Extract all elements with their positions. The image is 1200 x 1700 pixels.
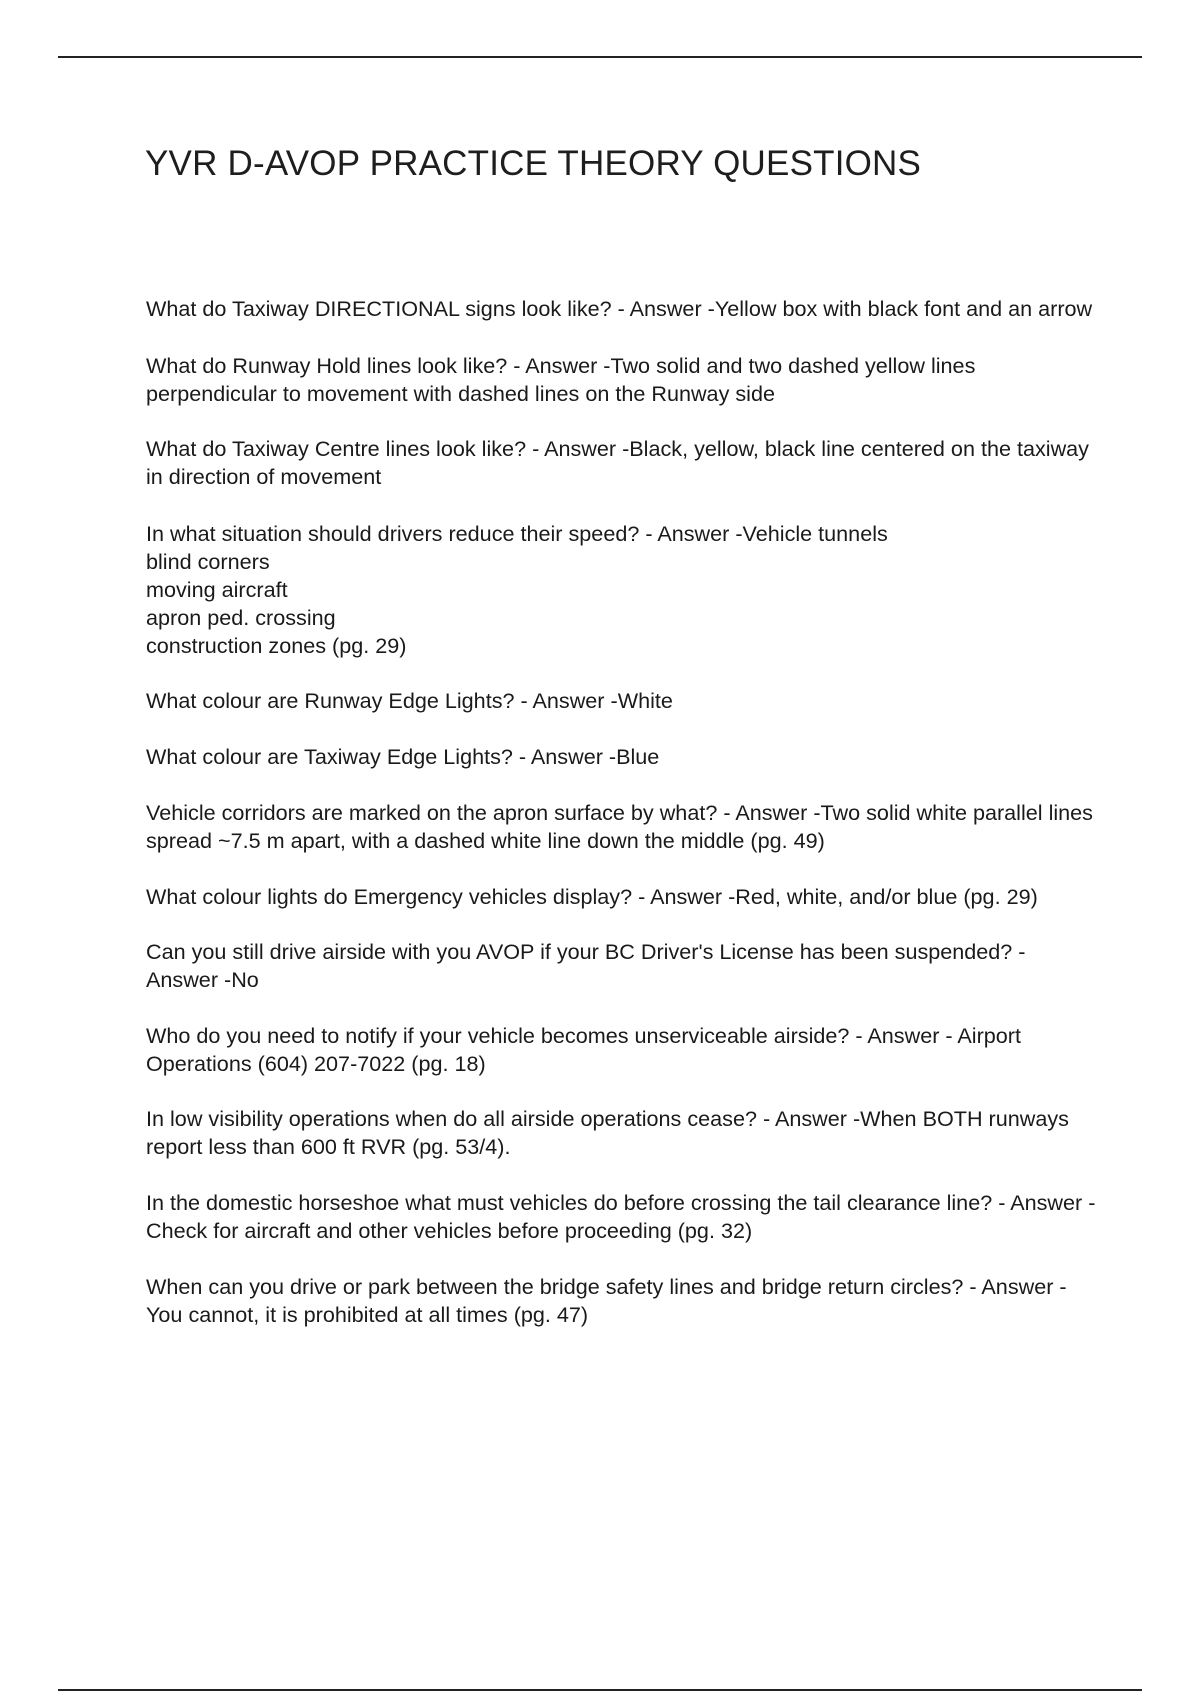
qa-item-3: What do Taxiway Centre lines look like? - Answer -Black, yellow, black line centered on the taxiway in direction of movement <box>146 436 1089 489</box>
qa-item-4: In what situation should drivers reduce their speed? - Answer -Vehicle tunnels blind corners moving aircraft apron ped. crossing construction zones (pg. 29) <box>146 521 888 658</box>
qa-item-5: What colour are Runway Edge Lights? - Answer -White <box>146 688 673 713</box>
qa-item-12: In the domestic horseshoe what must vehicles do before crossing the tail clearance line? - Answer -Check for aircraft and other vehicles before proceeding (pg. 32) <box>146 1190 1096 1243</box>
qa-item-2: What do Runway Hold lines look like? - Answer -Two solid and two dashed yellow lines perpendicular to movement with dashed lines on the Runway side <box>146 353 976 406</box>
page-title: YVR D-AVOP PRACTICE THEORY QUESTIONS <box>145 144 922 183</box>
qa-item-7: Vehicle corridors are marked on the apron surface by what? - Answer -Two solid white parallel lines spread ~7.5 m apart, with a dashed white line down the middle (pg. 49) <box>146 800 1093 853</box>
top-rule <box>58 56 1142 58</box>
qa-item-8: What colour lights do Emergency vehicles display? - Answer -Red, white, and/or blue (pg. 29) <box>146 884 1038 909</box>
qa-item-11: In low visibility operations when do all airside operations cease? - Answer -When BOTH runways report less than 600 ft RVR (pg. 53/4). <box>146 1106 1069 1159</box>
bottom-rule <box>58 1689 1142 1691</box>
qa-item-13: When can you drive or park between the bridge safety lines and bridge return circles? - Answer -You cannot, it is prohibited at all times (pg. 47) <box>146 1274 1067 1327</box>
qa-item-10: Who do you need to notify if your vehicle becomes unserviceable airside? - Answer - Airport Operations (604) 207-7022 (pg. 18) <box>146 1023 1021 1076</box>
question-list <box>146 295 1096 1329</box>
qa-item-9: Can you still drive airside with you AVOP if your BC Driver's License has been suspended? - Answer -No <box>146 939 1026 992</box>
qa-item-6: What colour are Taxiway Edge Lights? - Answer -Blue <box>146 744 660 769</box>
qa-item-1: What do Taxiway DIRECTIONAL signs look like? - Answer -Yellow box with black font and an arrow <box>146 296 1093 321</box>
